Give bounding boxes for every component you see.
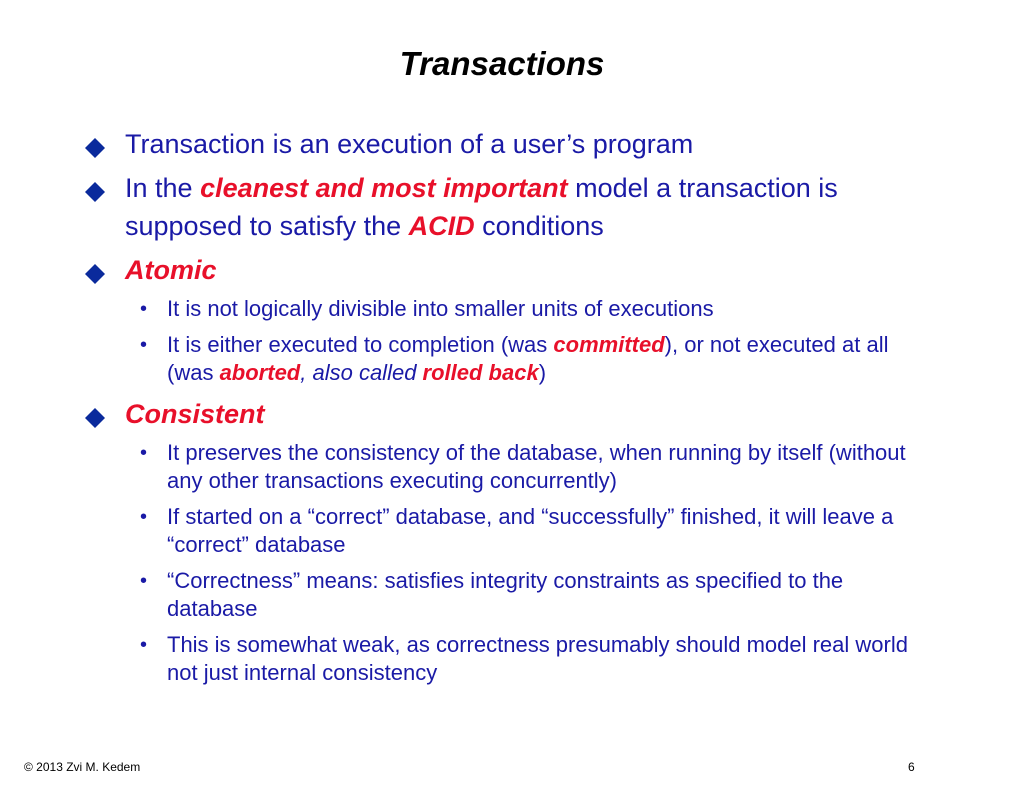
diamond-bullet-icon [85, 138, 105, 158]
sub-bullet-atomic-2 [85, 331, 935, 387]
sub-bullet-text-pre: It is either executed to completion (was [167, 332, 554, 357]
emphasis-cleanest: cleanest and most important [200, 173, 568, 203]
diamond-bullet-icon [85, 408, 105, 428]
page-number: 6 [908, 760, 915, 774]
sub-bullet-consistent-2 [85, 503, 935, 559]
bullet-transaction-definition [85, 125, 935, 163]
sub-bullet-text: This is somewhat weak, as correctness presumably should model real world not just internal consistency [167, 632, 908, 685]
emphasis-aborted: aborted [219, 360, 301, 385]
heading-consistent: Consistent [125, 399, 265, 429]
sub-bullet-consistent-4 [85, 631, 935, 687]
sub-bullet-text: If started on a “correct” database, and “successfully” finished, it will leave a “correct” database [167, 504, 894, 557]
slide-title: Transactions [399, 45, 605, 82]
sub-bullet-text-mid: ), or not executed at all (was [167, 332, 889, 385]
dot-bullet-icon: • [140, 570, 148, 592]
heading-atomic: Atomic [125, 255, 217, 285]
sub-bullet-text-post: ) [538, 360, 547, 385]
dot-bullet-icon: • [140, 442, 148, 464]
bullet-text-post: conditions [474, 211, 604, 241]
diamond-bullet-icon [85, 264, 105, 284]
dot-bullet-icon: • [140, 298, 148, 320]
sub-bullet-atomic-1 [85, 295, 935, 323]
bullet-acid-conditions [85, 169, 935, 245]
bullet-atomic [85, 251, 935, 289]
dot-bullet-icon: • [140, 506, 148, 528]
bullet-text-pre: In the [125, 173, 201, 203]
sub-bullet-text: It is not logically divisible into smaller units of executions [167, 296, 714, 321]
emphasis-acid: ACID [408, 211, 475, 241]
sub-bullet-consistent-3 [85, 567, 935, 623]
diamond-bullet-icon [85, 182, 105, 202]
sub-bullet-text: It preserves the consistency of the database, when running by itself (without any other transactions executing concurrently) [167, 440, 906, 493]
sub-bullet-consistent-1 [85, 439, 935, 495]
dot-bullet-icon: • [140, 334, 148, 356]
sub-bullet-text: “Correctness” means: satisfies integrity constraints as specified to the database [167, 568, 844, 621]
footer-copyright: © 2013 Zvi M. Kedem [24, 760, 141, 774]
bullet-text: Transaction is an execution of a user’s program [125, 129, 694, 159]
sub-bullet-text-mid2: , also called [300, 360, 423, 385]
bullet-consistent [85, 395, 935, 433]
dot-bullet-icon: • [140, 634, 148, 656]
slide-body [85, 125, 935, 695]
emphasis-committed: committed [553, 332, 665, 357]
bullet-text-mid: model a transaction is supposed to satisfy the [125, 173, 838, 241]
emphasis-rolled-back: rolled back [422, 360, 539, 385]
